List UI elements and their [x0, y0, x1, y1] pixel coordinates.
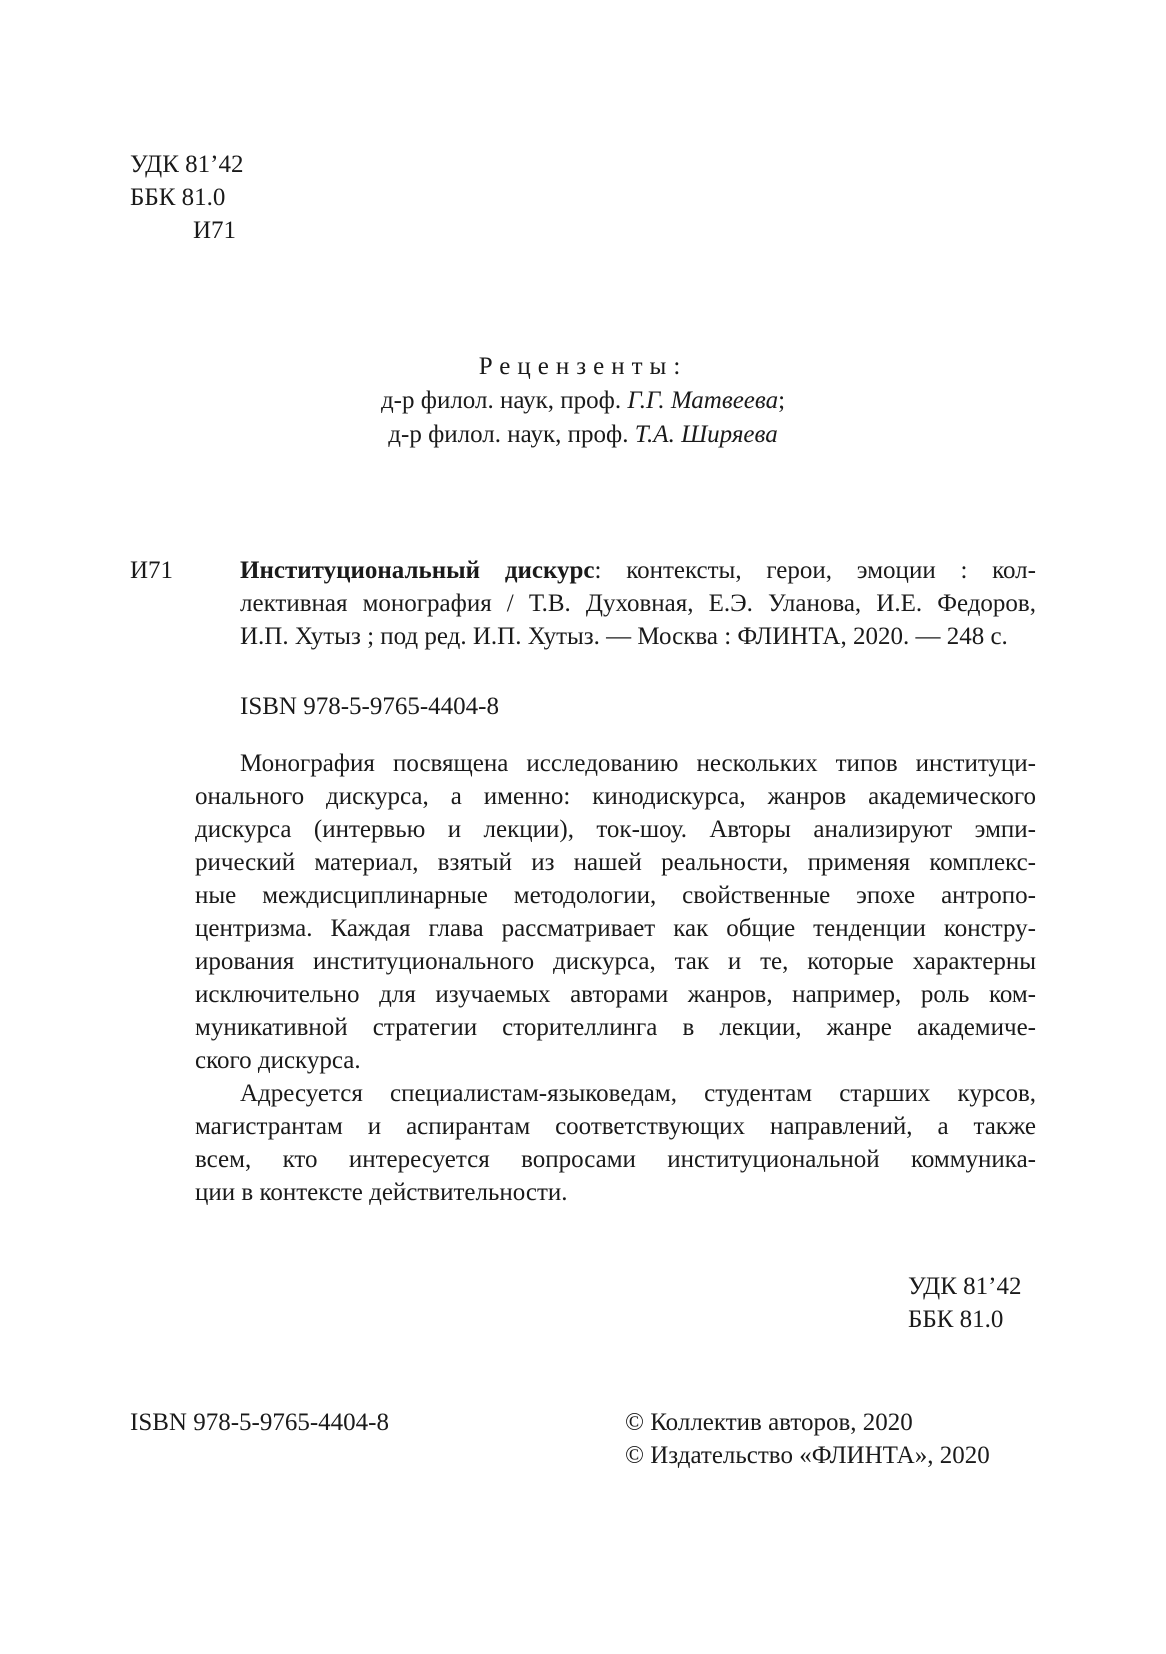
- reviewer-degree: д-р филол. наук, проф.: [388, 421, 635, 448]
- classification-codes-bottom: [908, 1270, 1021, 1336]
- catalog-entry-code: И71: [130, 557, 174, 584]
- annotation-paragraph: [195, 1077, 1036, 1209]
- catalog-entry-line: [240, 554, 1036, 587]
- footer-isbn: ISBN 978-5-9765-4404-8: [130, 1409, 390, 1436]
- annotation-line: рический материал, взятый из нашей реальности, применяя комплекс-: [195, 849, 1036, 876]
- catalog-entry-line: И.П. Хутыз ; под ред. И.П. Хутыз. — Москва : ФЛИНТА, 2020. — 248 с.: [240, 623, 1008, 650]
- reviewer-degree: д-р филол. наук, проф.: [380, 387, 628, 414]
- annotation-line: ные междисциплинарные методологии, свойственные эпохе антропо-: [195, 882, 1036, 909]
- reviewer-line: [0, 418, 1166, 452]
- reviewer-suffix: ;: [778, 387, 786, 414]
- book-subtitle: : контексты, герои, эмоции : кол-: [594, 557, 1036, 584]
- annotation-line: ирования институционального дискурса, так и те, которые характерны: [195, 948, 1036, 975]
- bbk-code: ББК 81.0: [908, 1306, 1004, 1333]
- copyright-block: [625, 1406, 990, 1472]
- reviewer-name: Г.Г. Матвеева: [627, 387, 779, 414]
- udk-code: УДК 81’42: [908, 1273, 1022, 1300]
- annotation-line: Адресуется специалистам-языковедам, студентам старших курсов,: [240, 1080, 1036, 1107]
- reviewer-line: [0, 384, 1166, 418]
- annotation-line: Монография посвящена исследованию нескольких типов институци-: [240, 750, 1036, 777]
- annotation-line: ского дискурса.: [195, 1047, 361, 1074]
- annotation-line: всем, кто интересуется вопросами институциональной коммуника-: [195, 1146, 1036, 1173]
- annotation: [195, 747, 1036, 1209]
- copyright-authors: © Коллектив авторов, 2020: [625, 1409, 913, 1436]
- udk-code: УДК 81’42: [130, 151, 244, 178]
- reviewers-block: [0, 350, 1166, 452]
- annotation-paragraph: [195, 747, 1036, 1077]
- copyright-publisher: © Издательство «ФЛИНТА», 2020: [625, 1442, 990, 1469]
- catalog-entry-line: лективная монография / Т.В. Духовная, Е.Э. Уланова, И.Е. Федоров,: [240, 590, 1036, 617]
- reviewer-name: Т.А. Ширяева: [634, 421, 778, 448]
- catalog-entry: [240, 554, 1036, 653]
- annotation-line: исключительно для изучаемых авторами жанров, например, роль ком-: [195, 981, 1036, 1008]
- book-title: Институциональный дискурс: [240, 557, 595, 584]
- author-mark: И71: [193, 217, 237, 244]
- reviewers-heading: Рецензенты:: [478, 353, 688, 380]
- annotation-line: дискурса (интервью и лекции), ток-шоу. Авторы анализируют эмпи-: [195, 816, 1036, 843]
- catalog-isbn: ISBN 978-5-9765-4404-8: [240, 693, 500, 720]
- annotation-line: ции в контексте действительности.: [195, 1179, 568, 1206]
- annotation-line: онального дискурса, а именно: кинодискурса, жанров академического: [195, 783, 1036, 810]
- annotation-line: муникативной стратегии сторителлинга в лекции, жанре академиче-: [195, 1014, 1036, 1041]
- annotation-line: магистрантам и аспирантам соответствующих направлений, а также: [195, 1113, 1036, 1140]
- annotation-line: центризма. Каждая глава рассматривает как общие тенденции констру-: [195, 915, 1036, 942]
- bbk-code: ББК 81.0: [130, 184, 226, 211]
- classification-codes-top: [130, 148, 243, 247]
